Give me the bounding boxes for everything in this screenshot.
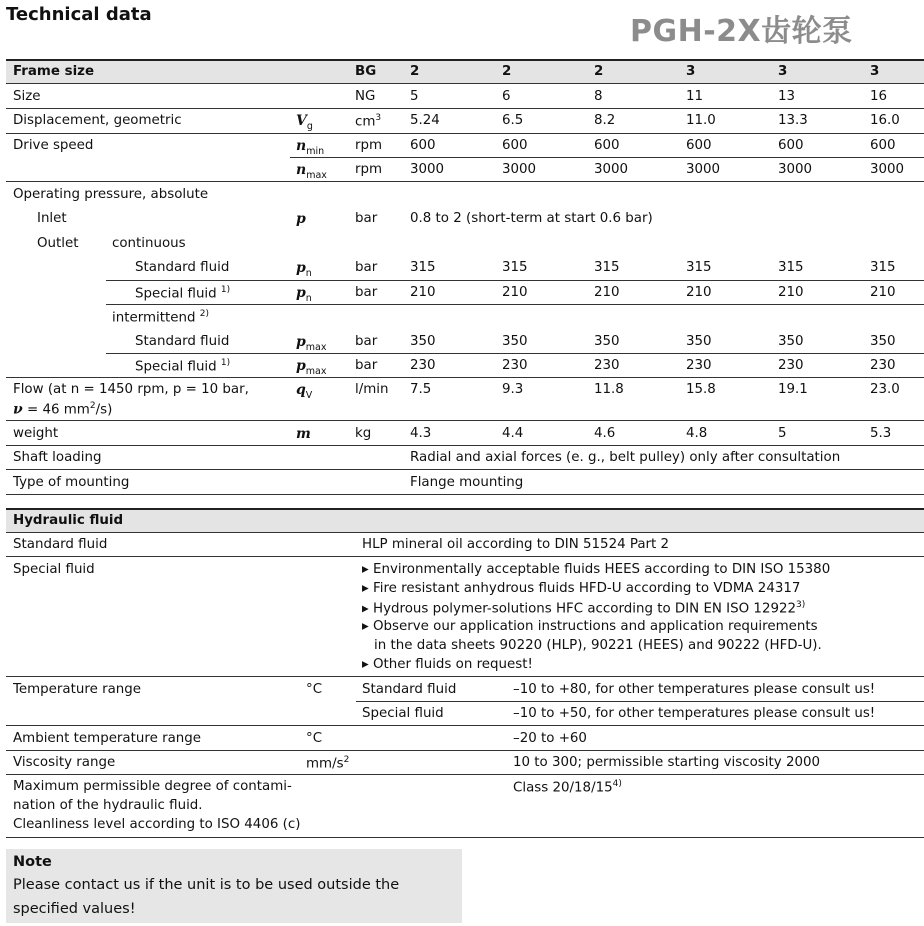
displacement-label: Displacement, geometric bbox=[13, 113, 182, 128]
value-cell: 5.24 bbox=[410, 113, 440, 128]
value-cell: 9.3 bbox=[502, 382, 524, 397]
displacement-unit: $cm^3$ bbox=[355, 113, 382, 130]
value-cell: 210 bbox=[594, 285, 620, 300]
value-cell: 210 bbox=[778, 285, 804, 300]
inlet-value: 0.8 to 2 (short-term at start 0.6 bar) bbox=[410, 211, 653, 226]
value-cell: 600 bbox=[686, 138, 712, 153]
value-cell: 8 bbox=[594, 89, 603, 104]
weight-label: weight bbox=[13, 426, 59, 441]
value-cell: 350 bbox=[594, 334, 620, 349]
divider bbox=[6, 377, 924, 378]
value-cell: 3000 bbox=[778, 162, 813, 177]
flow-symbol: $q_V$ bbox=[296, 382, 313, 401]
note-text-line: Please contact us if the unit is to be used outside the bbox=[13, 877, 400, 893]
value-cell: 350 bbox=[686, 334, 712, 349]
value-cell: 16 bbox=[870, 89, 888, 104]
value-cell: 315 bbox=[410, 260, 436, 275]
bullet-arrow-icon: ▸ bbox=[362, 619, 369, 634]
value-cell: 19.1 bbox=[778, 382, 808, 397]
divider bbox=[6, 676, 924, 677]
temp-special-label: Special fluid bbox=[362, 706, 444, 721]
divider bbox=[6, 133, 924, 134]
value-cell: 3 bbox=[870, 64, 880, 79]
divider bbox=[6, 750, 924, 751]
value-cell: 7.5 bbox=[410, 382, 432, 397]
drive-max-symbol: $n_{max}$ bbox=[296, 162, 327, 181]
value-cell: 315 bbox=[870, 260, 896, 275]
value-cell: 6.5 bbox=[502, 113, 524, 128]
flow-label-line2: ν = 46 $mm^2/s$) bbox=[13, 401, 113, 418]
divider bbox=[6, 494, 924, 495]
int-special-unit: bar bbox=[355, 358, 378, 373]
divider bbox=[6, 725, 924, 726]
bullet-arrow-icon: ▸ bbox=[362, 657, 369, 672]
divider bbox=[6, 445, 924, 446]
value-cell: 23.0 bbox=[870, 382, 900, 397]
flow-unit: l/min bbox=[355, 382, 389, 397]
hyd-standard-label: Standard fluid bbox=[13, 537, 108, 552]
list-item: ▸ Hydrous polymer-solutions HFC according to DIN EN ISO 12922$^{3)}$ bbox=[362, 600, 806, 617]
hydraulic-top-rule bbox=[6, 508, 924, 510]
hyd-standard-value: HLP mineral oil according to DIN 51524 Part 2 bbox=[362, 537, 670, 552]
value-cell: 3 bbox=[778, 64, 788, 79]
value-cell: 3 bbox=[686, 64, 696, 79]
value-cell: 230 bbox=[502, 358, 528, 373]
value-cell: 2 bbox=[410, 64, 420, 79]
drive-min-symbol: $n_{min}$ bbox=[296, 138, 325, 157]
value-cell: 5 bbox=[410, 89, 419, 104]
value-cell: 4.8 bbox=[686, 426, 708, 441]
list-item-continuation: in the data sheets 90220 (HLP), 90221 (HEES) and 90222 (HFD-U). bbox=[374, 638, 822, 653]
cont-special-symbol: $p_n$ bbox=[296, 285, 312, 304]
value-cell: 2 bbox=[502, 64, 512, 79]
temp-standard-label: Standard fluid bbox=[362, 682, 457, 697]
value-cell: 210 bbox=[502, 285, 528, 300]
mounting-label: Type of mounting bbox=[13, 475, 130, 490]
bullet-arrow-icon: ▸ bbox=[362, 601, 369, 617]
divider bbox=[6, 108, 924, 109]
value-cell: 350 bbox=[502, 334, 528, 349]
value-cell: 11.0 bbox=[686, 113, 716, 128]
intermittend-label: intermittend $^{2)}$ bbox=[112, 309, 209, 326]
hyd-special-label: Special fluid bbox=[13, 562, 95, 577]
value-cell: 230 bbox=[870, 358, 896, 373]
continuous-label: continuous bbox=[112, 236, 186, 251]
value-cell: 3000 bbox=[686, 162, 721, 177]
value-cell: 350 bbox=[778, 334, 804, 349]
divider bbox=[6, 556, 924, 557]
cont-standard-unit: bar bbox=[355, 260, 378, 275]
divider bbox=[106, 304, 924, 305]
value-cell: 3000 bbox=[502, 162, 537, 177]
value-cell: 11.8 bbox=[594, 382, 624, 397]
size-label: Size bbox=[13, 89, 41, 104]
contamination-label-line: Cleanliness level according to ISO 4406 (c) bbox=[13, 817, 301, 832]
frame-size-label: Frame size bbox=[13, 64, 95, 79]
int-standard-label: Standard fluid bbox=[135, 334, 230, 349]
divider bbox=[6, 774, 924, 775]
value-cell: 13.3 bbox=[778, 113, 808, 128]
value-cell: 600 bbox=[870, 138, 896, 153]
value-cell: 16.0 bbox=[870, 113, 900, 128]
list-item: ▸ Observe our application instructions and application requirements bbox=[362, 619, 818, 634]
value-cell: 230 bbox=[410, 358, 436, 373]
value-cell: 8.2 bbox=[594, 113, 616, 128]
temperature-label: Temperature range bbox=[13, 682, 142, 697]
value-cell: 600 bbox=[502, 138, 528, 153]
value-cell: 350 bbox=[870, 334, 896, 349]
shaft-loading-label: Shaft loading bbox=[13, 450, 102, 465]
int-standard-unit: bar bbox=[355, 334, 378, 349]
value-cell: 11 bbox=[686, 89, 704, 104]
cont-standard-symbol: $p_n$ bbox=[296, 260, 312, 279]
value-cell: 210 bbox=[870, 285, 896, 300]
drive-speed-label: Drive speed bbox=[13, 138, 94, 153]
product-brand-title: PGH-2X齿轮泵 bbox=[630, 14, 853, 49]
value-cell: 4.6 bbox=[594, 426, 616, 441]
drive-max-unit: rpm bbox=[355, 162, 383, 177]
value-cell: 15.8 bbox=[686, 382, 716, 397]
contamination-label-line: nation of the hydraulic fluid. bbox=[13, 798, 203, 813]
frame-size-unit: BG bbox=[355, 64, 377, 79]
weight-symbol: m bbox=[296, 426, 311, 442]
value-cell: 230 bbox=[778, 358, 804, 373]
temp-standard-value: –10 to +80, for other temperatures please consult us! bbox=[513, 682, 876, 697]
value-cell: 230 bbox=[594, 358, 620, 373]
value-cell: 13 bbox=[778, 89, 796, 104]
hydraulic-heading: Hydraulic fluid bbox=[13, 513, 124, 528]
value-cell: 350 bbox=[410, 334, 436, 349]
value-cell: 5 bbox=[778, 426, 787, 441]
int-special-symbol: $p_{max}$ bbox=[296, 358, 327, 377]
value-cell: 230 bbox=[686, 358, 712, 373]
divider bbox=[290, 157, 924, 158]
viscosity-value: 10 to 300; permissible starting viscosity 2000 bbox=[513, 755, 821, 770]
value-cell: 600 bbox=[594, 138, 620, 153]
note-text-line: specified values! bbox=[13, 901, 136, 917]
page-title: Technical data bbox=[6, 4, 152, 25]
flow-label-line1: Flow (at n = 1450 rpm, p = 10 bar, bbox=[13, 382, 249, 397]
cont-special-label: Special fluid $^{1)}$ bbox=[135, 285, 231, 302]
outlet-label: Outlet bbox=[37, 236, 79, 251]
ambient-label: Ambient temperature range bbox=[13, 731, 202, 746]
cont-special-unit: bar bbox=[355, 285, 378, 300]
value-cell: 210 bbox=[410, 285, 436, 300]
value-cell: 315 bbox=[686, 260, 712, 275]
viscosity-unit: $mm/s^2$ bbox=[306, 755, 350, 772]
shaft-loading-value: Radial and axial forces (e. g., belt pulley) only after consultation bbox=[410, 450, 841, 465]
list-item: ▸ Fire resistant anhydrous fluids HFD-U according to VDMA 24317 bbox=[362, 581, 801, 596]
value-cell: 600 bbox=[410, 138, 436, 153]
bullet-arrow-icon: ▸ bbox=[362, 562, 369, 577]
divider bbox=[6, 83, 924, 84]
bullet-arrow-icon: ▸ bbox=[362, 581, 369, 596]
weight-unit: kg bbox=[355, 426, 372, 441]
inlet-unit: bar bbox=[355, 211, 378, 226]
list-item: ▸ Other fluids on request! bbox=[362, 657, 533, 672]
divider bbox=[6, 181, 924, 182]
inlet-symbol: p bbox=[296, 211, 306, 227]
value-cell: 210 bbox=[686, 285, 712, 300]
value-cell: 315 bbox=[502, 260, 528, 275]
value-cell: 6 bbox=[502, 89, 511, 104]
divider bbox=[6, 837, 924, 838]
value-cell: 3000 bbox=[410, 162, 445, 177]
temp-special-value: –10 to +50, for other temperatures please consult us! bbox=[513, 706, 876, 721]
drive-min-unit: rpm bbox=[355, 138, 383, 153]
mounting-value: Flange mounting bbox=[410, 475, 524, 490]
hydraulic-header-band bbox=[6, 509, 924, 532]
value-cell: 3000 bbox=[870, 162, 905, 177]
size-unit: NG bbox=[355, 89, 376, 104]
contamination-label-line: Maximum permissible degree of contami- bbox=[13, 779, 292, 794]
divider bbox=[106, 353, 924, 354]
value-cell: 315 bbox=[778, 260, 804, 275]
divider bbox=[6, 469, 924, 470]
ambient-value: –20 to +60 bbox=[513, 731, 587, 746]
divider bbox=[6, 420, 924, 421]
value-cell: 3000 bbox=[594, 162, 629, 177]
operating-pressure-label: Operating pressure, absolute bbox=[13, 187, 209, 202]
contamination-value: Class 20/18/15$^{4)}$ bbox=[513, 779, 622, 796]
viscosity-label: Viscosity range bbox=[13, 755, 116, 770]
inlet-label: Inlet bbox=[37, 211, 67, 226]
note-title: Note bbox=[13, 854, 52, 870]
int-standard-symbol: $p_{max}$ bbox=[296, 334, 327, 353]
divider bbox=[106, 280, 924, 281]
value-cell: 315 bbox=[594, 260, 620, 275]
int-special-label: Special fluid $^{1)}$ bbox=[135, 358, 231, 375]
value-cell: 4.3 bbox=[410, 426, 432, 441]
value-cell: 600 bbox=[778, 138, 804, 153]
value-cell: 5.3 bbox=[870, 426, 892, 441]
temperature-unit: °C bbox=[306, 682, 323, 697]
table-top-rule bbox=[6, 59, 924, 61]
value-cell: 4.4 bbox=[502, 426, 524, 441]
list-item: ▸ Environmentally acceptable fluids HEES according to DIN ISO 15380 bbox=[362, 562, 831, 577]
cont-standard-label: Standard fluid bbox=[135, 260, 230, 275]
divider bbox=[356, 701, 924, 702]
divider bbox=[6, 532, 924, 533]
ambient-unit: °C bbox=[306, 731, 323, 746]
value-cell: 2 bbox=[594, 64, 604, 79]
displacement-symbol: $V_g$ bbox=[296, 113, 313, 132]
